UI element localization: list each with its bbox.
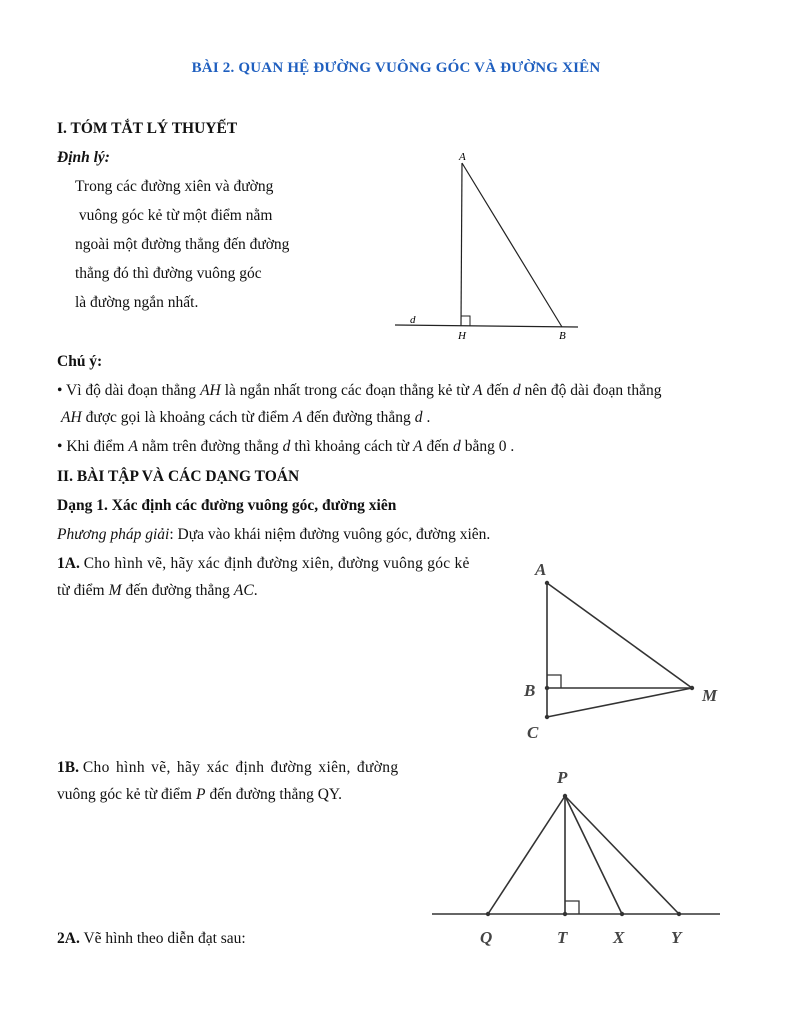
theorem-line-4: thẳng đó thì đường vuông góc — [75, 265, 262, 282]
ex-1B-line-2: vuông góc kẻ từ điểm P đến đường thẳng QY. — [57, 786, 342, 803]
segment-PQ — [488, 796, 565, 914]
note-1-line-1: • Vì độ dài đoạn thẳng AH là ngắn nhất trong các đoạn thẳng kẻ từ A đến d nên độ dài đoạn thẳng — [57, 382, 662, 399]
segment-PY — [565, 796, 679, 914]
label-M: M — [702, 686, 718, 705]
theorem-label: Định lý: — [57, 149, 110, 166]
bullet: • — [57, 438, 63, 455]
label-H: H — [458, 330, 466, 342]
segment-CM — [547, 688, 692, 717]
line-d — [395, 325, 578, 327]
ex-1B-line-1: 1B. Cho hình vẽ, hãy xác định đường xiên, đường — [57, 759, 399, 776]
point-Q — [486, 912, 490, 916]
point-C — [545, 715, 549, 719]
section-1-heading: I. TÓM TẮT LÝ THUYẾT — [57, 120, 238, 137]
segment-AM — [547, 583, 692, 688]
section-2-heading: II. BÀI TẬP VÀ CÁC DẠNG TOÁN — [57, 468, 300, 485]
label-A: A — [535, 560, 547, 579]
label-A: A — [459, 151, 466, 163]
theorem-line-3: ngoài một đường thẳng đến đường — [75, 236, 290, 253]
label-X: X — [613, 928, 625, 947]
form-1-heading: Dạng 1. Xác định các đường vuông góc, đường xiên — [57, 497, 397, 514]
ex-1A-line-1: 1A. Cho hình vẽ, hãy xác định đường xiên, đường vuông góc kẻ — [57, 555, 470, 572]
label-T: T — [557, 928, 568, 947]
label-P: P — [557, 768, 568, 787]
label-d: d — [410, 314, 416, 326]
point-P — [563, 794, 567, 798]
segment-PX — [565, 796, 622, 914]
right-angle-mark — [565, 901, 579, 914]
method-line: Phương pháp giải: Dựa vào khái niệm đường vuông góc, đường xiên. — [57, 526, 491, 543]
point-M — [690, 686, 694, 690]
right-angle-mark — [461, 316, 470, 326]
figure-1B — [425, 762, 725, 952]
theorem-line-5: là đường ngắn nhất. — [75, 294, 199, 311]
theorem-line-1: Trong các đường xiên và đường — [75, 178, 274, 195]
label-Y: Y — [671, 928, 682, 947]
ex-2A: 2A. Vẽ hình theo diễn đạt sau: — [57, 930, 246, 947]
page-title: BÀI 2. QUAN HỆ ĐƯỜNG VUÔNG GÓC VÀ ĐƯỜNG XIÊN — [191, 60, 601, 76]
theorem-line-2: vuông góc kẻ từ một điểm nằm — [75, 207, 273, 224]
note-2: • Khi điểm A nằm trên đường thẳng d thì khoảng cách từ A đến d bằng 0 . — [57, 438, 515, 455]
label-Q: Q — [480, 928, 493, 947]
figure-1A — [515, 555, 730, 750]
ex-1A-line-2: từ điểm M đến đường thẳng AC. — [57, 582, 258, 599]
right-angle-mark — [547, 675, 561, 688]
label-B: B — [559, 330, 566, 342]
point-X — [620, 912, 624, 916]
note-1-line-2: AH được gọi là khoảng cách từ điểm A đến đường thẳng d . — [61, 409, 431, 426]
note-label: Chú ý: — [57, 353, 103, 370]
bullet: • — [57, 382, 63, 399]
label-C: C — [527, 723, 539, 742]
point-T — [563, 912, 567, 916]
segment-AB — [462, 163, 562, 327]
point-A — [545, 581, 549, 585]
segment-AH — [461, 163, 462, 326]
point-B — [545, 686, 549, 690]
label-B: B — [524, 681, 536, 700]
figure-theorem — [390, 145, 590, 350]
point-Y — [677, 912, 681, 916]
